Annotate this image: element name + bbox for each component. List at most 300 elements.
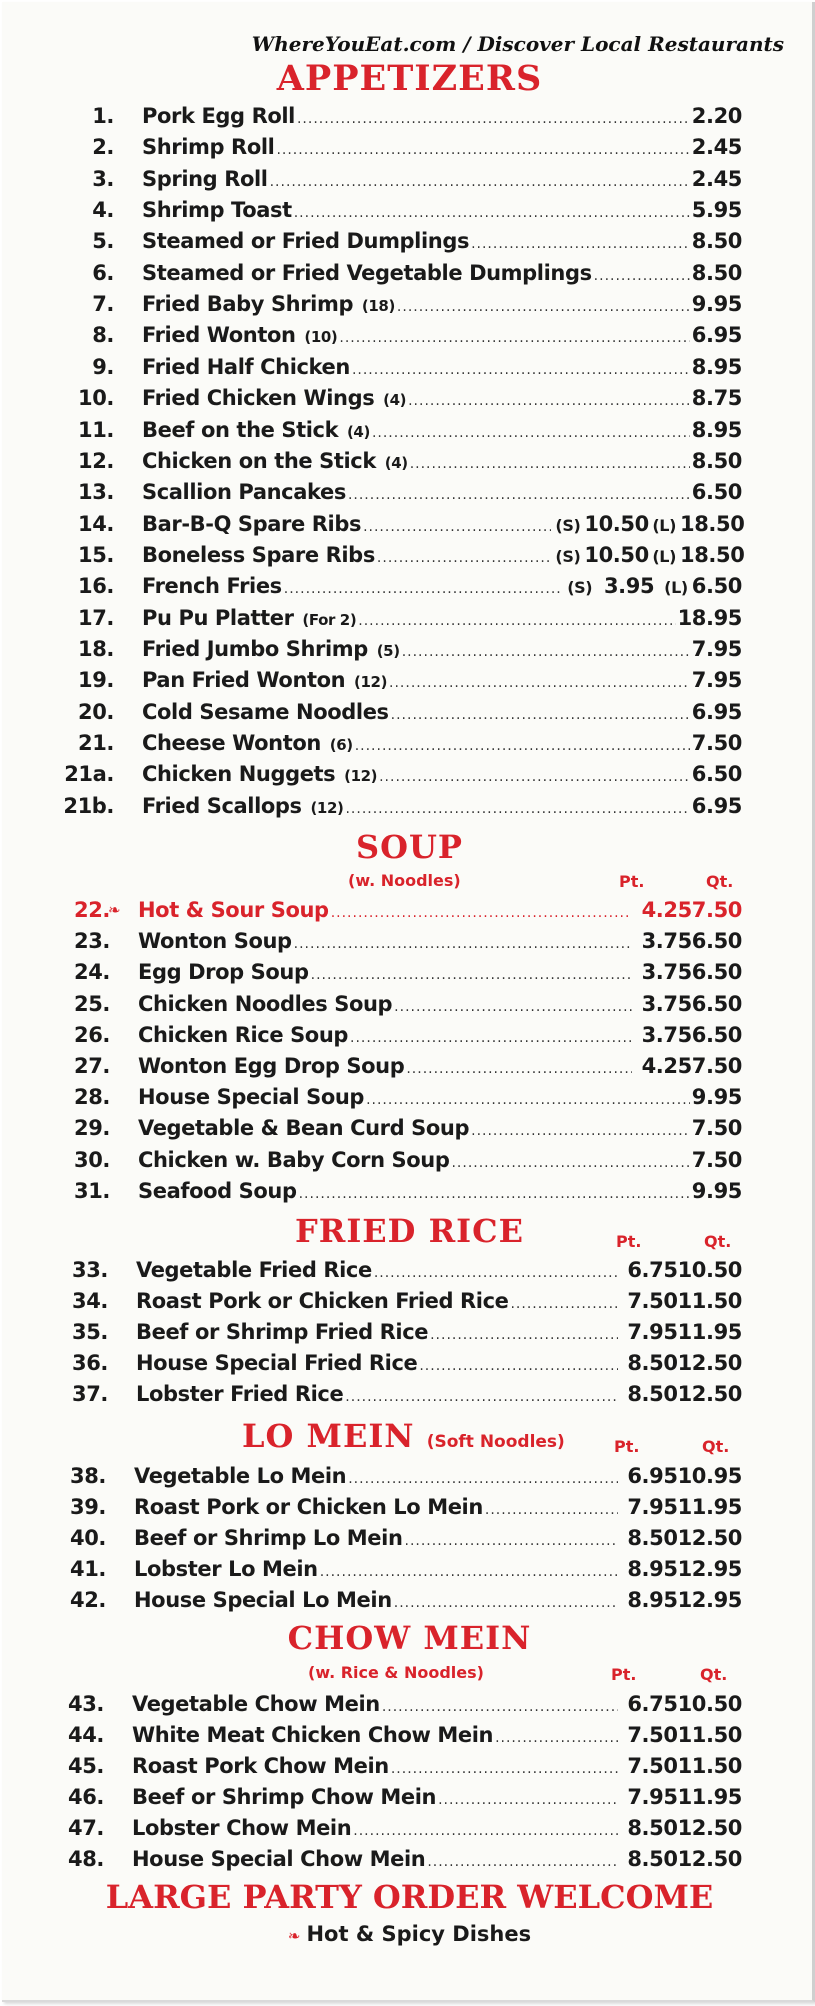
item-line (138, 1054, 742, 1078)
item-line (134, 1464, 742, 1488)
price-quart: 7.95 (691, 668, 742, 693)
item-name-text: Cheese Wonton (142, 731, 321, 755)
menu-item-row (42, 1847, 742, 1877)
item-number: 7. (92, 292, 114, 317)
item-name (142, 198, 292, 222)
section-title-soup: SOUP (356, 828, 463, 866)
menu-item-row (52, 167, 742, 197)
item-name (134, 1557, 318, 1581)
menu-item-row (44, 1495, 742, 1525)
item-line (138, 1116, 742, 1140)
price-quart: 6.95 (691, 793, 742, 818)
price-quart: 7.50 (691, 1054, 742, 1078)
pepper-icon: ❧ (108, 901, 121, 919)
item-name-text: Shrimp Toast (142, 198, 292, 223)
item-line (142, 104, 742, 128)
menu-item-row (42, 1754, 742, 1784)
dot-leader (311, 967, 632, 983)
item-line (142, 542, 745, 567)
item-name (142, 167, 268, 191)
menu-item-row (52, 574, 742, 604)
menu-item-row (52, 449, 742, 479)
price-pint: 8.50 (627, 1351, 678, 1375)
price-quart: 2.45 (691, 166, 742, 191)
item-line (142, 229, 742, 253)
item-name-text: Chicken Noodles Soup (138, 991, 393, 1016)
price-quart: 6.95 (691, 323, 742, 348)
menu-item-row (46, 1258, 742, 1288)
price-quart: 12.50 (677, 1847, 742, 1871)
item-number: 10. (77, 386, 114, 411)
menu-item-row (52, 731, 742, 761)
price-pint: 7.50 (627, 1754, 678, 1778)
item-name-text: Boneless Spare Ribs (142, 542, 375, 567)
price-quart: 12.50 (677, 1526, 742, 1550)
item-name-text: House Special Chow Mein (132, 1847, 426, 1871)
dot-leader (374, 1265, 618, 1281)
price-pint: 3.75 (641, 960, 692, 985)
item-number: 34. (71, 1289, 108, 1313)
item-line (142, 355, 742, 379)
item-quantity: (For 2) (297, 610, 357, 629)
dot-leader (372, 425, 690, 441)
menu-item-row (52, 261, 742, 291)
item-name-text: Egg Drop Soup (138, 960, 309, 985)
item-name (142, 355, 350, 379)
price-quart: 6.50 (691, 1022, 742, 1047)
item-name (136, 1258, 372, 1282)
dot-leader (345, 1389, 617, 1405)
item-number: 31. (73, 1178, 110, 1203)
menu-item-row (48, 1085, 742, 1115)
menu-item-row (52, 198, 742, 228)
item-name-text: French Fries (142, 574, 282, 599)
item-line (134, 1526, 742, 1550)
dot-leader (348, 487, 690, 503)
item-name-text: House Special Fried Rice (136, 1351, 418, 1375)
dot-leader (382, 1699, 618, 1715)
item-quantity: (12) (349, 673, 388, 692)
item-line (142, 167, 742, 191)
price-pint: 10.50 (584, 542, 649, 567)
price-quart: 7.95 (691, 636, 742, 661)
menu-item-row (48, 898, 742, 928)
item-name-text: Lobster Chow Mein (132, 1816, 352, 1840)
menu-item-row (52, 542, 745, 573)
menu-item-row (52, 292, 742, 322)
size-tag-small: (S) (555, 515, 581, 535)
dot-leader (408, 393, 690, 409)
item-quantity: (4) (379, 453, 408, 472)
item-line (142, 323, 742, 347)
dot-leader (353, 1823, 617, 1839)
item-name (138, 1116, 469, 1140)
menu-item-row (52, 668, 742, 698)
price-pint: 7.95 (627, 1495, 678, 1519)
item-line (138, 898, 742, 922)
price-pint: 3.75 (641, 1022, 692, 1047)
fried-rice-col-qt: Qt. (704, 1232, 732, 1251)
item-name (136, 1382, 343, 1406)
item-name-text: Fried Jumbo Shrimp (142, 636, 368, 661)
size-tag-large: (L) (652, 546, 676, 566)
price-pint: 10.50 (584, 511, 649, 536)
menu-item-row (48, 1054, 742, 1084)
dot-leader (402, 644, 690, 660)
price-quart: 6.50 (691, 960, 742, 985)
dot-leader (294, 205, 690, 221)
price-pint: 8.95 (627, 1588, 678, 1612)
item-name (142, 449, 408, 473)
item-line (142, 449, 742, 473)
menu-item-row (44, 1526, 742, 1556)
price-quart: 11.95 (677, 1495, 742, 1519)
item-line (136, 1320, 742, 1344)
item-number: 46. (67, 1785, 104, 1809)
legend (2, 1922, 815, 1946)
menu-item-row (42, 1816, 742, 1846)
price-pint: 3.75 (641, 929, 692, 954)
item-name-text: Bar-B-Q Spare Ribs (142, 511, 362, 536)
dot-leader (355, 738, 690, 754)
price-pint: 3.95 (603, 574, 655, 599)
item-quantity: (18) (357, 297, 395, 316)
price-quart: 8.95 (691, 417, 742, 442)
menu-item-row (48, 992, 742, 1022)
item-name (142, 323, 337, 347)
item-line (138, 992, 742, 1016)
dot-leader (389, 675, 690, 691)
menu-item-row (52, 323, 742, 353)
price-pint: 4.25 (641, 1054, 692, 1078)
size-tag-small: (S) (555, 546, 581, 566)
item-name-text: Chicken Nuggets (142, 762, 336, 787)
item-name-text: Wonton Egg Drop Soup (138, 1054, 405, 1078)
fried-rice-col-pt: Pt. (616, 1232, 642, 1251)
dot-leader (394, 1595, 618, 1611)
item-number: 12. (77, 448, 114, 473)
lo-mein-col-qt: Qt. (702, 1437, 730, 1456)
price-quart: 6.95 (691, 699, 742, 724)
menu-item-row (52, 386, 742, 416)
menu-item-row (44, 1557, 742, 1587)
price-quart: 6.50 (691, 762, 742, 787)
price-quart: 12.95 (677, 1588, 742, 1612)
item-line (132, 1785, 742, 1809)
item-number: 48. (67, 1847, 104, 1871)
item-line (138, 960, 742, 984)
chow-mein-note: (w. Rice & Noodles) (308, 1663, 484, 1682)
item-number: 40. (69, 1526, 106, 1550)
item-line (132, 1754, 742, 1778)
price-pint: 8.50 (627, 1526, 678, 1550)
item-number: 4. (92, 198, 114, 223)
menu-item-row (42, 1785, 742, 1815)
chow-mein-col-qt: Qt. (700, 1665, 728, 1684)
item-name (142, 386, 406, 410)
item-quantity: (10) (299, 328, 338, 347)
item-number: 3. (92, 166, 114, 191)
item-name-text: Beef on the Stick (142, 417, 339, 442)
item-line (142, 418, 742, 442)
price-quart: 9.95 (691, 1085, 742, 1110)
menu-item-row (48, 1179, 742, 1209)
size-tag-large: (L) (652, 515, 676, 535)
dot-leader (377, 550, 552, 566)
item-number: 38. (69, 1464, 106, 1488)
item-name (142, 418, 370, 442)
item-quantity: (4) (342, 422, 370, 441)
item-line (142, 700, 742, 724)
price-pint: 6.75 (627, 1258, 678, 1282)
soup-note: (w. Noodles) (348, 871, 461, 890)
menu-item-row (42, 1723, 742, 1753)
item-name-text: Shrimp Roll (142, 135, 275, 160)
item-number: 16. (77, 574, 114, 599)
dot-leader (284, 581, 563, 597)
dot-leader (427, 1854, 617, 1870)
item-number: 24. (73, 960, 110, 985)
item-name (142, 261, 592, 285)
item-number: 20. (77, 699, 114, 724)
dot-leader (471, 236, 690, 252)
item-name-text: Fried Chicken Wings (142, 386, 375, 411)
item-line (142, 511, 745, 536)
item-name (142, 731, 353, 755)
item-quantity: (5) (371, 641, 400, 660)
menu-item-row (48, 1116, 742, 1146)
menu-item-row (46, 1320, 742, 1350)
item-name (132, 1816, 351, 1840)
item-number: 13. (77, 480, 114, 505)
item-number: 21b. (63, 793, 114, 818)
item-line (142, 731, 742, 755)
item-name-text: Pan Fried Wonton (142, 668, 346, 693)
item-number: 1. (92, 104, 114, 128)
menu-item-row (52, 355, 742, 385)
item-name (142, 480, 346, 504)
dot-leader (391, 707, 690, 723)
item-number: 43. (67, 1692, 104, 1716)
item-line (136, 1351, 742, 1375)
item-number: 30. (73, 1147, 110, 1172)
dot-leader (394, 999, 632, 1015)
dot-leader (320, 1564, 618, 1580)
item-name-text: Hot & Sour Soup (138, 898, 329, 922)
menu-item-row (52, 762, 742, 792)
menu-item-row (46, 1351, 742, 1381)
pepper-icon: ❧ (287, 1927, 301, 1945)
price-quart: 12.95 (677, 1557, 742, 1581)
item-name (138, 929, 292, 953)
item-name (136, 1320, 428, 1344)
dot-leader (594, 268, 690, 284)
item-number: 26. (73, 1022, 110, 1047)
menu-item-row (48, 929, 742, 959)
menu-item-row (48, 1023, 742, 1053)
price-pint: 8.50 (627, 1847, 678, 1871)
price-pint: 7.95 (627, 1320, 678, 1344)
item-name (136, 1351, 417, 1375)
item-number: 36. (71, 1351, 108, 1375)
item-quantity: (12) (305, 798, 344, 817)
item-name-text: Steamed or Fried Dumplings (142, 229, 470, 254)
item-line (136, 1258, 742, 1282)
section-title-chow-mein: CHOW MEIN (287, 1619, 532, 1657)
menu-item-row (52, 700, 742, 730)
item-name-text: Beef or Shrimp Chow Mein (132, 1785, 437, 1809)
price-quart: 10.95 (677, 1464, 742, 1488)
item-number: 33. (71, 1258, 108, 1282)
item-name-text: House Special Lo Mein (134, 1588, 392, 1612)
item-name-text: Cold Sesame Noodles (142, 699, 389, 724)
menu-page (2, 2, 815, 2002)
item-name (138, 960, 309, 984)
item-line (142, 762, 742, 786)
item-line (132, 1847, 742, 1871)
lo-mein-col-pt: Pt. (614, 1437, 640, 1456)
price-quart: 11.95 (677, 1785, 742, 1809)
price-pint: 8.50 (627, 1816, 678, 1840)
item-line (138, 1148, 742, 1172)
dot-leader (430, 1327, 617, 1343)
price-pint: 7.95 (627, 1785, 678, 1809)
item-name (142, 762, 377, 786)
item-name-text: Fried Half Chicken (142, 354, 350, 379)
price-quart: 18.50 (680, 542, 745, 567)
dot-leader (379, 769, 690, 785)
item-line (142, 606, 742, 630)
item-line (136, 1289, 742, 1313)
item-name (142, 512, 361, 536)
item-number: 8. (92, 323, 114, 348)
item-number: 29. (73, 1116, 110, 1141)
item-name (142, 104, 295, 128)
item-name-text: Vegetable Chow Mein (132, 1692, 380, 1716)
price-pint: 7.50 (627, 1723, 678, 1747)
price-pint: 6.95 (627, 1464, 678, 1488)
price-quart: 6.50 (691, 929, 742, 954)
price-quart: 8.50 (691, 229, 742, 254)
price-quart: 7.50 (691, 1147, 742, 1172)
section-title-appetizers: APPETIZERS (276, 58, 543, 99)
item-line (142, 135, 742, 159)
item-name-text: Steamed or Fried Vegetable Dumplings (142, 260, 592, 285)
item-name-text: Chicken on the Stick (142, 448, 376, 473)
price-pint: 3.75 (641, 991, 692, 1016)
item-name-text: Roast Pork or Chicken Lo Mein (134, 1495, 483, 1519)
item-name-text: Seafood Soup (138, 1178, 297, 1203)
price-quart: 11.95 (677, 1320, 742, 1344)
dot-leader (406, 1061, 631, 1077)
price-quart: 10.50 (677, 1692, 742, 1716)
item-line (136, 1382, 742, 1406)
price-pint: 4.25 (641, 898, 692, 922)
item-name-text: Lobster Lo Mein (134, 1557, 318, 1581)
menu-item-row (52, 104, 742, 134)
price-quart: 8.50 (691, 260, 742, 285)
item-name-text: House Special Soup (138, 1085, 365, 1110)
price-quart: 18.50 (680, 511, 745, 536)
price-quart: 12.50 (677, 1382, 742, 1406)
item-name (134, 1464, 346, 1488)
item-name-text: Vegetable & Bean Curd Soup (138, 1116, 470, 1141)
price-pint: 7.50 (627, 1289, 678, 1313)
dot-leader (397, 299, 690, 315)
dot-leader (391, 1761, 618, 1777)
item-number: 21. (77, 731, 114, 755)
price-quart: 10.50 (677, 1258, 742, 1282)
price-quart: 11.50 (677, 1723, 742, 1747)
item-name (142, 574, 282, 598)
dot-leader (297, 111, 690, 127)
item-name (134, 1588, 392, 1612)
item-number: 27. (73, 1054, 110, 1078)
price-quart: 11.50 (677, 1754, 742, 1778)
item-name (142, 668, 387, 692)
item-line (142, 198, 742, 222)
item-name-text: Pu Pu Platter (142, 605, 294, 630)
item-name-text: Wonton Soup (138, 929, 292, 954)
item-name (132, 1785, 436, 1809)
item-number: 42. (69, 1588, 106, 1612)
price-quart: 8.95 (691, 354, 742, 379)
menu-item-row (52, 511, 745, 542)
item-name (138, 1023, 348, 1047)
dot-leader (331, 905, 632, 921)
item-name-text: Roast Pork or Chicken Fried Rice (136, 1289, 509, 1313)
dot-leader (294, 936, 632, 952)
item-name-text: Fried Baby Shrimp (142, 292, 354, 317)
dot-leader (348, 1471, 617, 1487)
item-name (138, 1085, 364, 1109)
item-number: 41. (69, 1557, 106, 1581)
item-line (134, 1588, 742, 1612)
dot-leader (410, 456, 690, 472)
item-line (134, 1557, 742, 1581)
item-line (132, 1692, 742, 1716)
dot-leader (495, 1730, 617, 1746)
item-line (132, 1723, 742, 1747)
footer-banner: LARGE PARTY ORDER WELCOME (105, 1878, 714, 1916)
item-name (132, 1754, 389, 1778)
dot-leader (405, 1533, 618, 1549)
item-number: 25. (73, 991, 110, 1016)
price-quart: 2.20 (691, 104, 742, 128)
item-name (142, 606, 356, 630)
dot-leader (485, 1502, 618, 1518)
item-name-text: Chicken w. Baby Corn Soup (138, 1147, 450, 1172)
item-number: 18. (77, 636, 114, 661)
item-name (142, 700, 389, 724)
item-line (134, 1495, 742, 1519)
price-quart: 9.95 (691, 1178, 742, 1203)
item-number: 14. (77, 511, 114, 536)
item-name-text: Scallion Pancakes (142, 480, 346, 505)
price-quart: 6.50 (691, 480, 742, 505)
price-quart: 2.45 (691, 135, 742, 160)
item-number: 2. (92, 135, 114, 160)
item-name (138, 1179, 297, 1203)
item-number: 5. (92, 229, 114, 254)
price-quart: 8.50 (691, 448, 742, 473)
item-number: 6. (92, 260, 114, 285)
item-name (142, 543, 375, 567)
menu-item-row (52, 480, 742, 510)
item-name (132, 1847, 425, 1871)
item-name (138, 1054, 404, 1078)
item-number: 47. (67, 1816, 104, 1840)
